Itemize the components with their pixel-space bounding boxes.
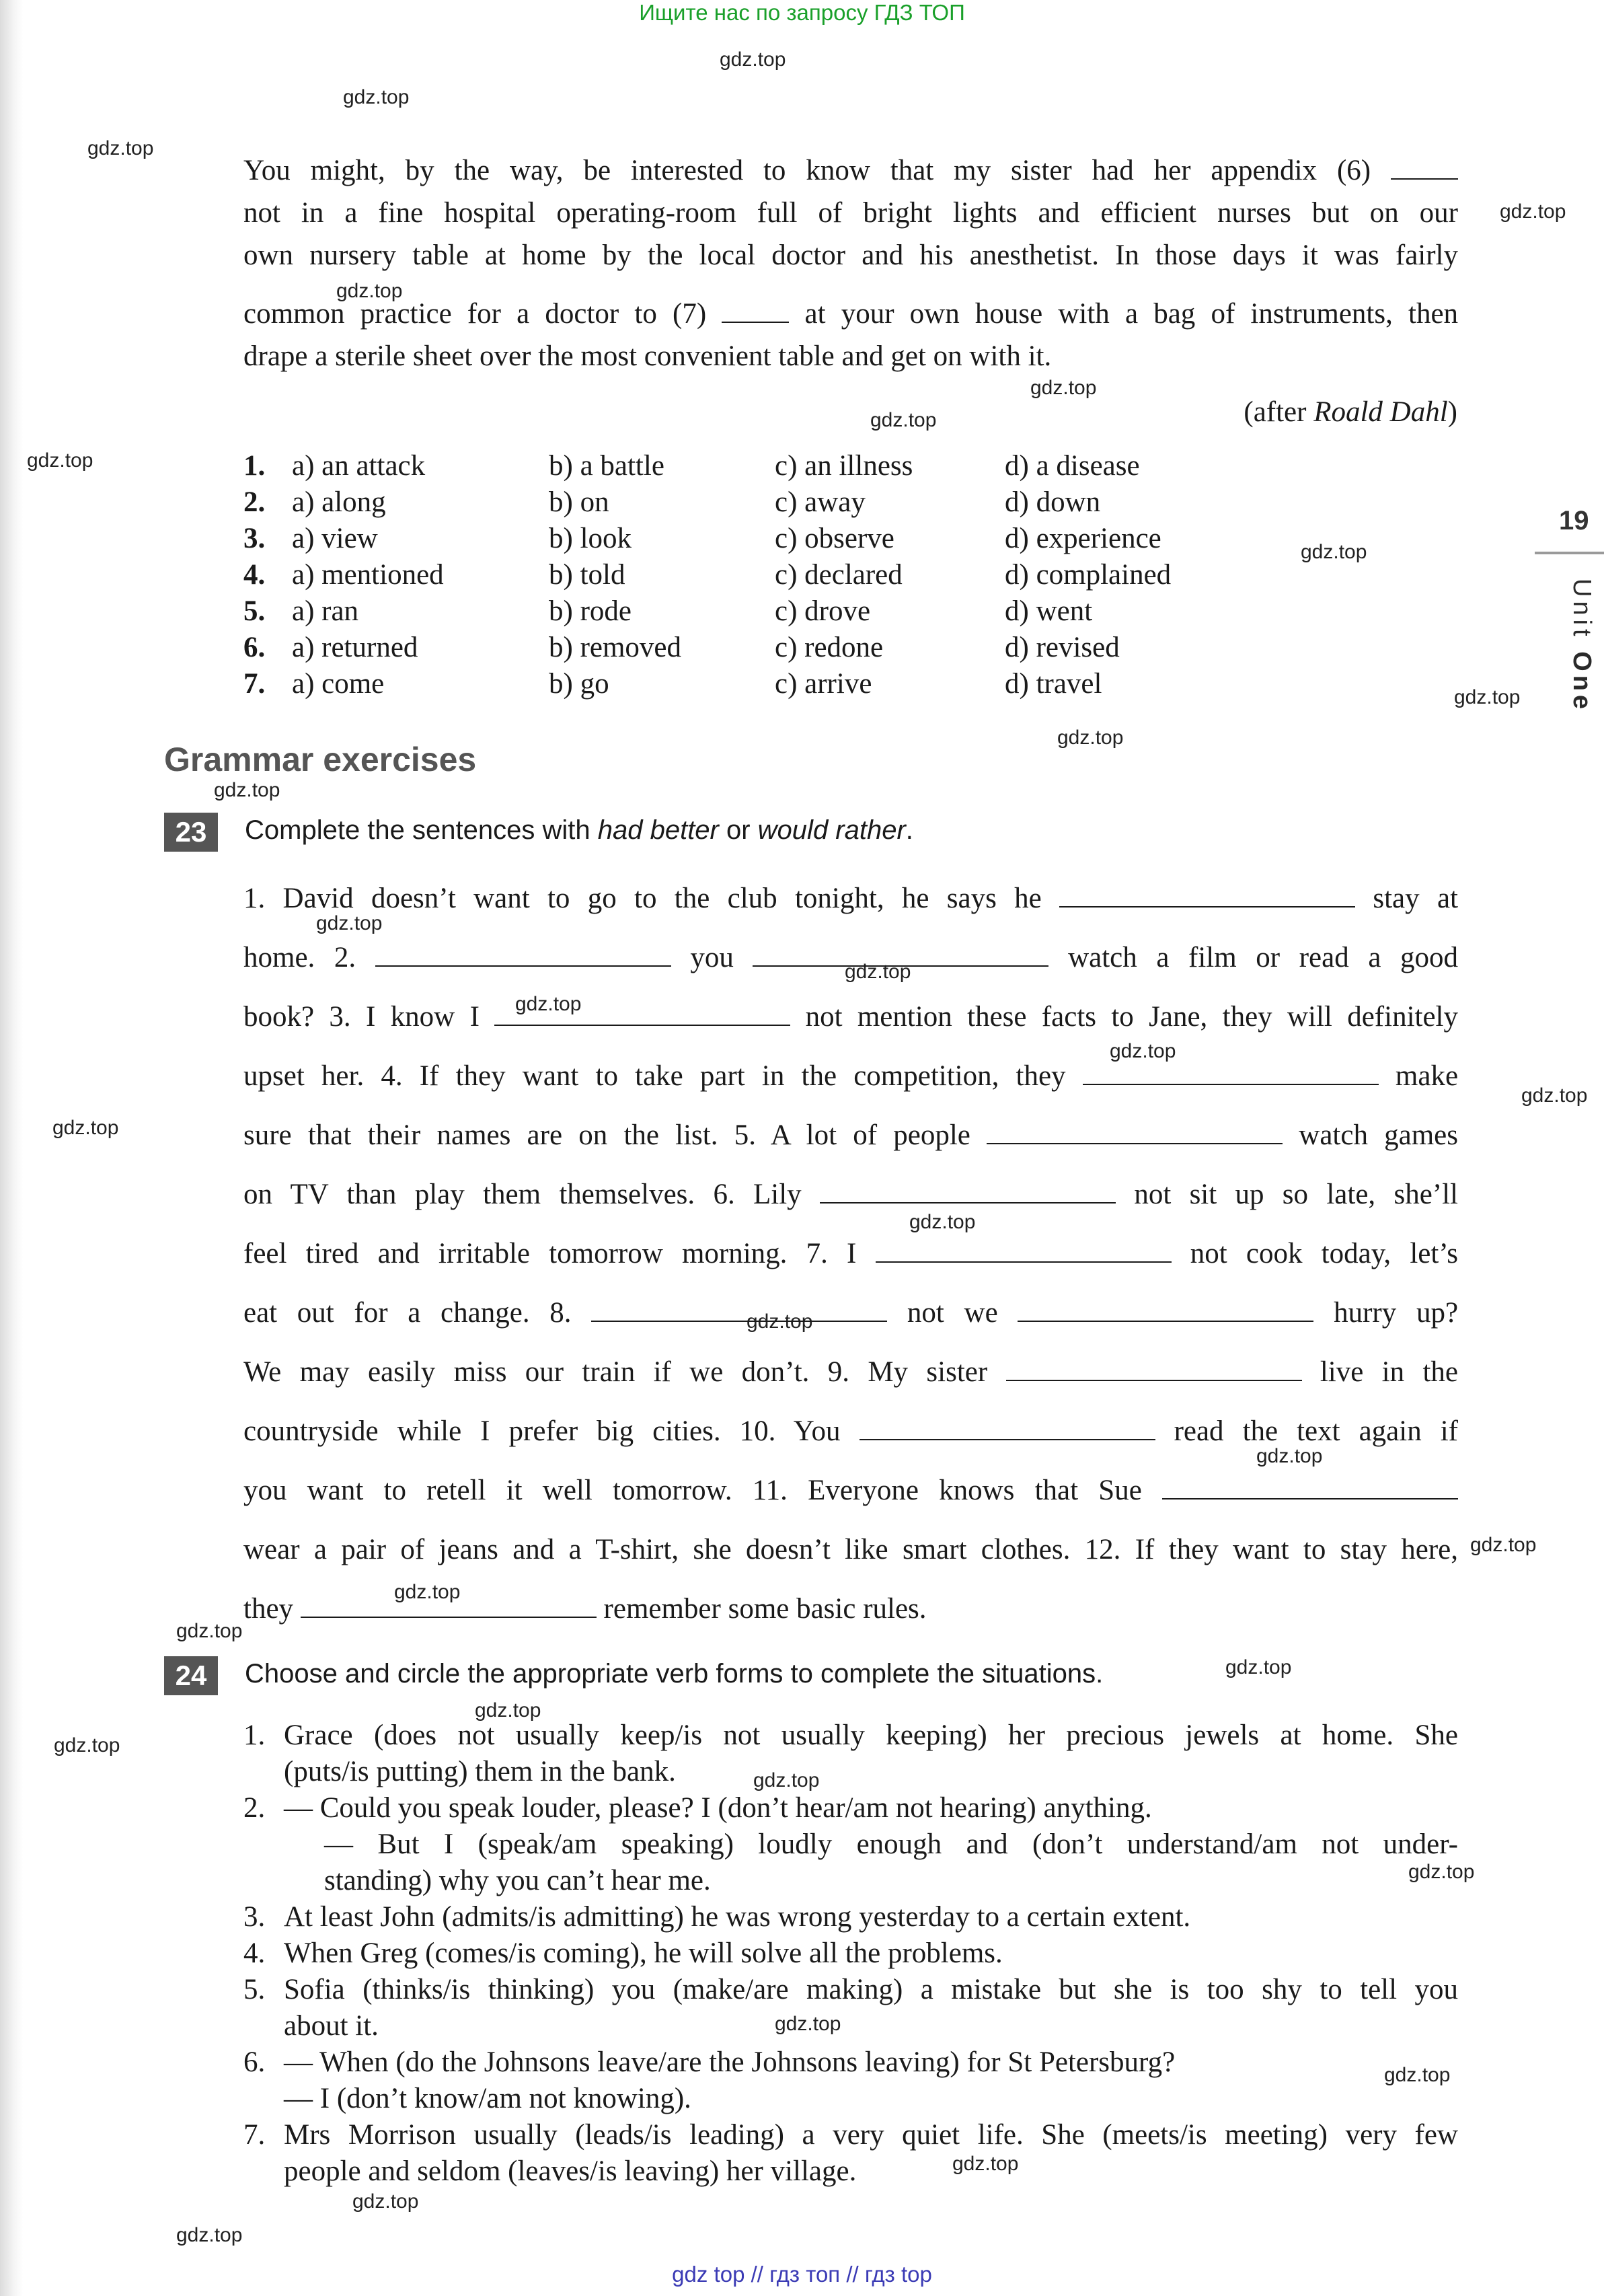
passage-line: You might, by the way, be interested to know that my sister had her appendix (6) xyxy=(243,149,1458,192)
watermark: gdz.top xyxy=(747,1310,813,1333)
answer-blank[interactable] xyxy=(494,1002,790,1026)
passage-line: drape a sterile sheet over the most convenient table and get on with it. xyxy=(243,340,1052,372)
gap-line: book? 3. I know I not mention these facts to Jane, they will definitely xyxy=(243,1001,1459,1033)
watermark: gdz.top xyxy=(1030,377,1097,399)
situation-line[interactable]: (puts/is putting) them in the bank. xyxy=(284,1756,676,1787)
passage-line: common practice for a doctor to (7) at your own house with a bag of instruments, then xyxy=(243,298,1459,330)
gap-line: home. 2. you watch a film or read a good xyxy=(243,942,1459,973)
exercise-23-text xyxy=(243,869,1458,1639)
situation-line[interactable]: When Greg (comes/is coming), he will solve all the problems. xyxy=(284,1937,1003,1969)
watermark: gdz.top xyxy=(176,2224,243,2246)
answer-blank[interactable] xyxy=(753,942,1048,967)
situation-item: 4. When Greg (comes/is coming), he will solve all the problems. xyxy=(243,1935,1458,1972)
situation-item: 1. Grace (does not usually keep/is not usually keeping) her precious jewels at home. She (puts/is putting) them in the bank. xyxy=(243,1717,1458,1790)
answer-blank[interactable] xyxy=(876,1238,1172,1263)
watermark: gdz.top xyxy=(720,48,786,71)
exercise-instruction: Choose and circle the appropriate verb forms to complete the situations. xyxy=(245,1659,1104,1689)
situation-line[interactable]: standing) why you can’t hear me. xyxy=(324,1865,711,1896)
situation-item: 5. Sofia (thinks/is thinking) you (make/are making) a mistake but she is too shy to tell you about it. xyxy=(243,1972,1458,2044)
gap-line: 1. David doesn’t want to go to the club tonight, he says he stay at xyxy=(243,883,1458,914)
watermark: gdz.top xyxy=(845,961,911,983)
watermark: gdz.top xyxy=(1500,200,1566,223)
gap-line: on TV than play them themselves. 6. Lily not sit up so late, she’ll xyxy=(243,1179,1459,1210)
gap-line: wear a pair of jeans and a T-shirt, she doesn’t like smart clothes. 12. If they want to stay here, xyxy=(243,1534,1458,1565)
unit-label-prefix: Unit xyxy=(1568,579,1596,652)
situation-line[interactable]: Mrs Morrison usually (leads/is leading) a very quiet life. She (meets/is meeting) very few xyxy=(284,2119,1458,2151)
situation-item: 2. — Could you speak louder, please? I (don’t hear/am not hearing) anything. — But I (speak/am speaking) loudly enough and (don’t understand/am not under- standing) why you can’t hear me. xyxy=(243,1790,1458,1899)
situation-line[interactable]: At least John (admits/is admitting) he was wrong yesterday to a certain extent. xyxy=(284,1901,1191,1933)
option-b[interactable]: b) rode xyxy=(549,595,632,627)
option-c[interactable]: c) drove xyxy=(775,595,871,627)
watermark: gdz.top xyxy=(1384,2064,1451,2086)
watermark: gdz.top xyxy=(27,449,93,472)
option-a[interactable]: a) an attack xyxy=(292,450,426,482)
answer-blank[interactable] xyxy=(722,299,789,323)
gap-line: you want to retell it well tomorrow. 11. Everyone knows that Sue xyxy=(243,1461,1458,1520)
watermark: gdz.top xyxy=(475,1699,541,1721)
watermark: gdz.top xyxy=(515,993,582,1015)
option-a[interactable]: a) come xyxy=(292,668,385,700)
page-edge-shadow xyxy=(0,0,23,2296)
watermark: gdz.top xyxy=(870,409,937,431)
option-c[interactable]: c) declared xyxy=(775,559,903,591)
watermark: gdz.top xyxy=(952,2153,1019,2175)
answer-blank[interactable] xyxy=(987,1120,1283,1144)
watermark: gdz.top xyxy=(52,1117,119,1139)
answer-blank[interactable] xyxy=(1083,1061,1379,1085)
option-b[interactable]: b) look xyxy=(549,523,632,554)
exercise-number-badge: 24 xyxy=(164,1656,218,1695)
watermark: gdz.top xyxy=(1110,1040,1176,1062)
watermark: gdz.top xyxy=(1225,1656,1292,1678)
watermark: gdz.top xyxy=(775,2013,841,2035)
option-b[interactable]: b) on xyxy=(549,486,609,518)
answer-blank[interactable] xyxy=(1018,1298,1313,1322)
exercise-number-badge: 23 xyxy=(164,813,218,852)
situation-item: 7. Mrs Morrison usually (leads/is leading) a very quiet life. She (meets/is meeting) very few people and seldom (leaves/is leaving) her village. xyxy=(243,2117,1458,2190)
situation-item: 6. — When (do the Johnsons leave/are the Johnsons leaving) for St Petersburg? — I (don’t know/am not knowing). xyxy=(243,2044,1458,2117)
page-number-rule xyxy=(1535,552,1604,554)
watermark: gdz.top xyxy=(1521,1084,1588,1107)
option-c[interactable]: c) redone xyxy=(775,632,884,663)
situation-line[interactable]: — I (don’t know/am not knowing). xyxy=(284,2083,691,2114)
watermark: gdz.top xyxy=(1470,1534,1537,1556)
watermark: gdz.top xyxy=(1256,1445,1323,1467)
option-d[interactable]: d) complained xyxy=(1005,559,1172,591)
option-d[interactable]: d) revised xyxy=(1005,632,1120,663)
section-title: Grammar exercises xyxy=(164,741,477,778)
exercise-24-items xyxy=(243,1717,1458,2190)
answer-blank[interactable] xyxy=(1162,1475,1458,1499)
reading-passage xyxy=(243,149,1458,377)
watermark: gdz.top xyxy=(909,1211,976,1233)
option-a[interactable]: a) ran xyxy=(292,595,359,627)
passage-line: own nursery table at home by the local doctor and his anesthetist. In those days it was fairly xyxy=(243,239,1458,271)
exercise-instruction: Complete the sentences with had better or would rather. xyxy=(245,815,913,845)
option-c[interactable]: c) away xyxy=(775,486,866,518)
answer-blank[interactable] xyxy=(820,1179,1116,1203)
answer-blank[interactable] xyxy=(591,1298,887,1322)
gap-line: sure that their names are on the list. 5. A lot of people watch games xyxy=(243,1119,1459,1151)
option-b[interactable]: b) removed xyxy=(549,632,682,663)
answer-blank[interactable] xyxy=(1006,1357,1302,1381)
situation-line[interactable]: — When (do the Johnsons leave/are the Johnsons leaving) for St Petersburg? xyxy=(284,2046,1176,2078)
option-d[interactable]: d) experience xyxy=(1005,523,1161,554)
gap-line: upset her. 4. If they want to take part in the competition, they make xyxy=(243,1060,1459,1092)
passage-source: (after Roald Dahl) xyxy=(1244,396,1457,428)
watermark: gdz.top xyxy=(54,1734,120,1756)
watermark: gdz.top xyxy=(336,280,403,302)
situation-line[interactable]: — Could you speak louder, please? I (don’t hear/am not hearing) anything. xyxy=(284,1792,1152,1824)
option-c[interactable]: c) observe xyxy=(775,523,894,554)
option-c[interactable]: c) an illness xyxy=(775,450,913,482)
page-number: 19 xyxy=(1559,506,1589,535)
unit-label-word: One xyxy=(1568,651,1596,714)
option-c[interactable]: c) arrive xyxy=(775,668,872,700)
watermark: gdz.top xyxy=(316,912,383,934)
option-b[interactable]: b) a battle xyxy=(549,450,664,482)
option-a[interactable]: a) returned xyxy=(292,632,418,663)
answer-blank[interactable] xyxy=(301,1594,597,1618)
watermark: gdz.top xyxy=(352,2190,419,2213)
situation-item: 3. At least John (admits/is admitting) he was wrong yesterday to a certain extent. xyxy=(243,1899,1458,1935)
gap-line: eat out for a change. 8. not we hurry up? xyxy=(243,1297,1459,1329)
watermark: gdz.top xyxy=(1057,727,1124,749)
gap-line: countryside while I prefer big cities. 10. You read the text again if xyxy=(243,1415,1458,1447)
watermark: gdz.top xyxy=(1408,1861,1475,1883)
option-b[interactable]: b) go xyxy=(549,668,609,700)
answer-blank[interactable] xyxy=(860,1416,1155,1440)
answer-blank[interactable] xyxy=(375,942,671,967)
option-b[interactable]: b) told xyxy=(549,559,625,591)
situation-line[interactable]: about it. xyxy=(284,2010,379,2042)
answer-blank[interactable] xyxy=(1391,155,1458,180)
unit-label xyxy=(1567,579,1596,713)
option-a[interactable]: a) view xyxy=(292,523,378,554)
passage-line: not in a fine hospital operating-room full of bright lights and efficient nurses but on our xyxy=(243,197,1458,229)
option-d[interactable]: d) travel xyxy=(1005,668,1102,700)
option-a[interactable]: a) along xyxy=(292,486,386,518)
watermark: gdz.top xyxy=(176,1620,243,1642)
watermark: gdz.top xyxy=(753,1769,820,1791)
bottom-banner[interactable]: gdz top // гдз топ // гдз top xyxy=(672,2262,932,2287)
watermark: gdz.top xyxy=(1454,686,1521,708)
option-d[interactable]: d) went xyxy=(1005,595,1093,627)
watermark: gdz.top xyxy=(343,86,410,108)
watermark: gdz.top xyxy=(394,1581,461,1603)
watermark: gdz.top xyxy=(214,779,280,801)
top-banner[interactable]: Ищите нас по запросу ГДЗ ТОП xyxy=(639,0,965,25)
situation-line[interactable]: — But I (speak/am speaking) loudly enough and (don’t understand/am not under- xyxy=(324,1828,1458,1860)
gap-line: they remember some basic rules. xyxy=(243,1593,927,1625)
gap-line: We may easily miss our train if we don’t. 9. My sister live in the xyxy=(243,1356,1458,1388)
option-a[interactable]: a) mentioned xyxy=(292,559,444,591)
situation-line[interactable]: Grace (does not usually keep/is not usually keeping) her precious jewels at home. She xyxy=(284,1719,1458,1751)
watermark: gdz.top xyxy=(87,137,154,159)
situation-line[interactable]: Sofia (thinks/is thinking) you (make/are making) a mistake but she is too shy to tell you xyxy=(284,1974,1458,2005)
option-d[interactable]: d) a disease xyxy=(1005,450,1140,482)
situation-line[interactable]: people and seldom (leaves/is leaving) her village. xyxy=(284,2155,857,2187)
gap-line: feel tired and irritable tomorrow morning. 7. I not cook today, let’s xyxy=(243,1238,1459,1269)
option-d[interactable]: d) down xyxy=(1005,486,1101,518)
answer-blank[interactable] xyxy=(1059,883,1355,908)
watermark: gdz.top xyxy=(1301,541,1367,563)
